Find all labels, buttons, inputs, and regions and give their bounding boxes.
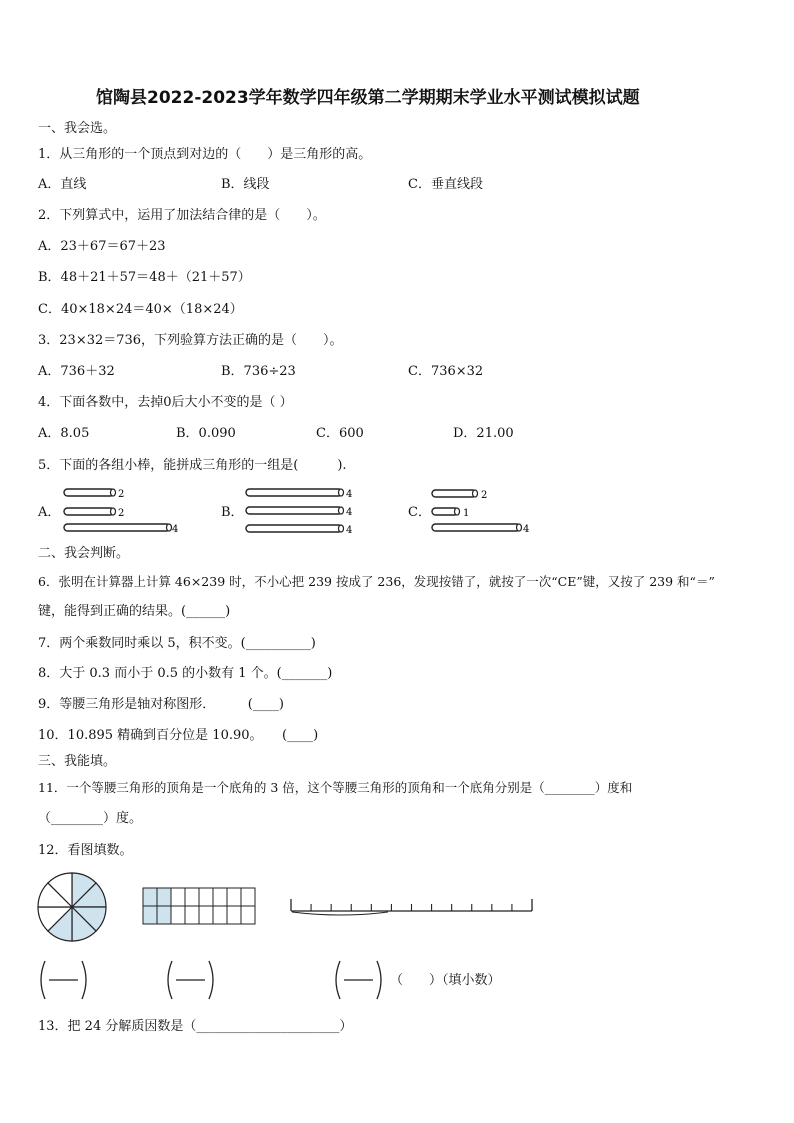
q5-option-b[interactable]: B．: [221, 505, 244, 520]
answer-fraction-2[interactable]: [168, 961, 213, 999]
q6-line2: 键，能得到正确的结果。(______): [38, 604, 231, 619]
q4-stem: 4．下面各数中，去掉0后大小不变的是（ ）: [38, 395, 293, 410]
section-fill: 三、我能填。: [38, 754, 117, 769]
q3-option-b[interactable]: B．736÷23: [221, 364, 296, 379]
stick-b1-label: 4: [346, 489, 353, 500]
q3-option-a[interactable]: A．736＋32: [38, 364, 115, 379]
stick-a2-label: 2: [118, 508, 125, 519]
grid-cell: [241, 888, 255, 906]
q6-line1: 6．张明在计算器上计算 46×239 时，不小心把 239 按成了 236，发现按错了，就按了一次“CE”键，又按了 239 和“＝”: [38, 574, 715, 589]
q5-stem: 5．下面的各组小棒，能拼成三角形的一组是( ).: [38, 458, 347, 473]
grid-cell: [171, 906, 185, 924]
page-title: 馆陶县2022-2023学年数学四年级第二学期期末学业水平测试模拟试题: [96, 88, 640, 108]
grid-cell: [185, 906, 199, 924]
grid-cell: [199, 906, 213, 924]
q2-option-c[interactable]: C．40×18×24＝40×（18×24）: [38, 302, 243, 317]
q13: 13．把 24 分解质因数是（______________________）: [38, 1019, 353, 1034]
q2-option-a[interactable]: A．23＋67＝67＋23: [38, 239, 166, 254]
stick-b2-label: 4: [346, 507, 353, 518]
q4-option-a[interactable]: A．8.05: [38, 426, 90, 441]
grid-cell: [143, 906, 157, 924]
number-line: [291, 899, 532, 915]
answer-fraction-1[interactable]: [41, 961, 86, 999]
q12-stem: 12．看图填数。: [38, 843, 133, 858]
section-choose: 一、我会选。: [38, 121, 117, 136]
q1-option-c[interactable]: C．垂直线段: [408, 177, 483, 192]
section-judge: 二、我会判断。: [38, 546, 130, 561]
grid-cell: [227, 906, 241, 924]
q4-option-d[interactable]: D．21.00: [453, 426, 514, 441]
q7: 7．两个乘数同时乘以 5，积不变。(__________): [38, 636, 316, 651]
stick-c1-label: 2: [481, 490, 488, 501]
q1-option-b[interactable]: B．线段: [221, 177, 270, 192]
answer-fraction-3[interactable]: [336, 961, 381, 999]
grid-cell: [213, 906, 227, 924]
grid-cell: [213, 888, 227, 906]
q9: 9．等腰三角形是轴对称图形． (____): [38, 697, 284, 712]
grid-cell: [157, 888, 171, 906]
stick-b3-label: 4: [346, 525, 353, 536]
stick-a1-label: 2: [118, 489, 125, 500]
grid-cell: [143, 888, 157, 906]
grid-cell: [185, 888, 199, 906]
q4-option-c[interactable]: C．600: [316, 426, 364, 441]
q4-option-b[interactable]: B．0.090: [176, 426, 236, 441]
q11-line2: （________）度。: [38, 811, 143, 826]
q2-option-b[interactable]: B．48＋21＋57＝48＋（21＋57）: [38, 270, 251, 285]
q5-option-c[interactable]: C．: [408, 505, 431, 520]
fraction-grid: [143, 888, 255, 924]
q1-option-a[interactable]: A．直线: [38, 177, 87, 192]
q3-stem: 3．23×32＝736，下列验算方法正确的是（ ）。: [38, 333, 343, 348]
fraction-circle: [38, 873, 106, 941]
q3-option-c[interactable]: C．736×32: [408, 364, 484, 379]
q11-line1: 11．一个等腰三角形的顶角是一个底角的 3 倍，这个等腰三角形的顶角和一个底角分别是（________）度和: [38, 780, 633, 795]
grid-cell: [227, 888, 241, 906]
grid-cell: [199, 888, 213, 906]
stick-a3-label: 4: [172, 524, 179, 535]
q8: 8．大于 0.3 而小于 0.5 的小数有 1 个。(_______): [38, 666, 333, 681]
q5-option-a[interactable]: A．: [38, 505, 61, 520]
grid-cell: [171, 888, 185, 906]
grid-cell: [241, 906, 255, 924]
q10: 10．10.895 精确到百分位是 10.90。 (____): [38, 728, 319, 743]
grid-cell: [157, 906, 171, 924]
q2-stem: 2．下列算式中，运用了加法结合律的是（ ）。: [38, 208, 326, 223]
q12-decimal-blank[interactable]: （ ）（填小数）: [390, 973, 501, 988]
stick-c2-label: 1: [463, 508, 470, 519]
stick-c3-label: 4: [523, 524, 530, 535]
q1-stem: 1．从三角形的一个顶点到对边的（ ）是三角形的高。: [38, 147, 372, 162]
